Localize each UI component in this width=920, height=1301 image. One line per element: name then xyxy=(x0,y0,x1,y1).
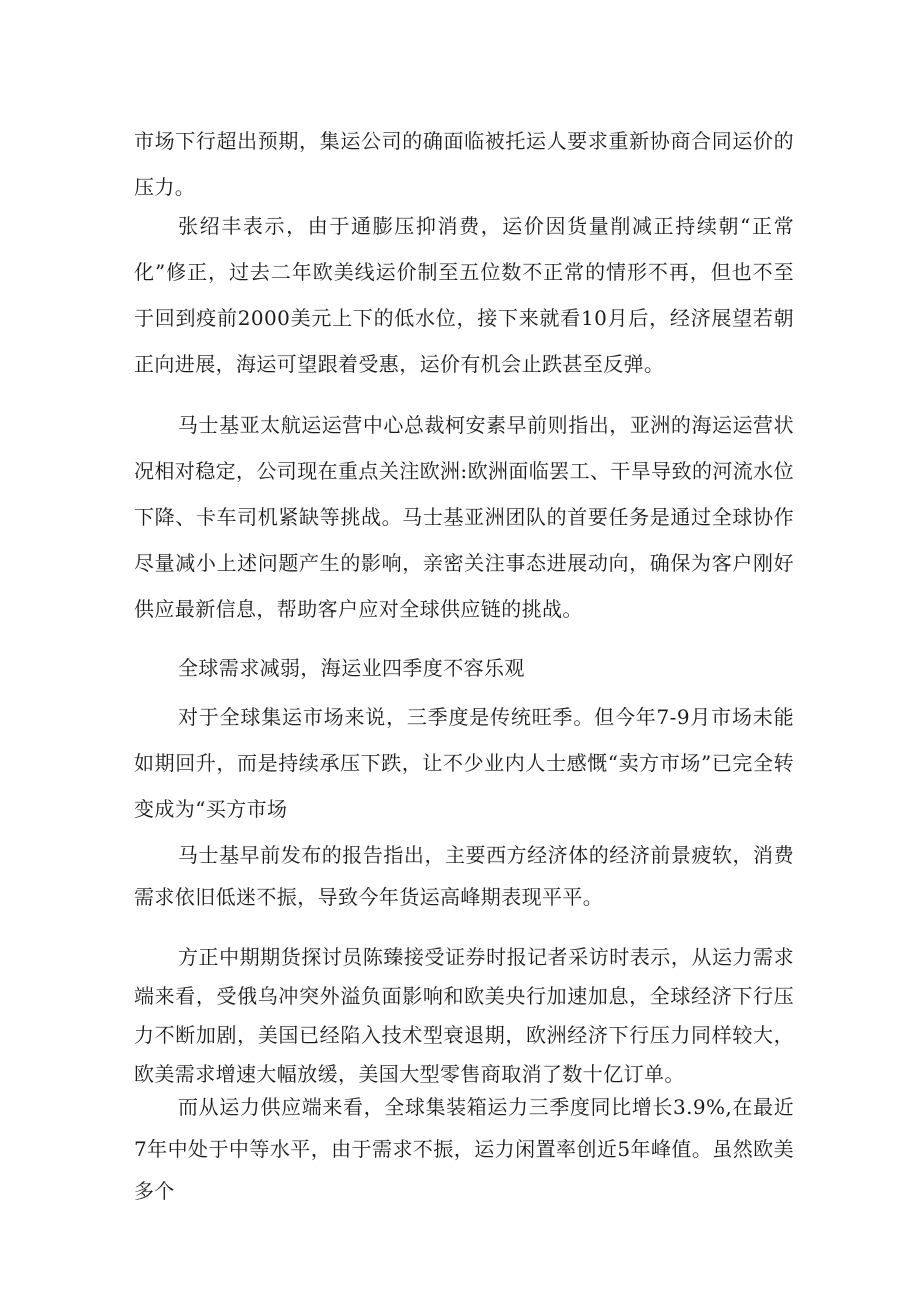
paragraph-6: 方正中期期货探讨员陈臻接受证券时报记者采访时表示，从运力需求端来看，受俄乌冲突外溢负面影响和欧美央行加速加息，全球经济下行压力不断加剧，美国已经陷入技术型衰退期，欧洲经济下行压力同样较大，欧美需求增速大幅放缓，美国大型零售商取消了数十亿订单。 xyxy=(134,945,794,1086)
section-heading: 全球需求减弱，海运业四季度不容乐观 xyxy=(178,656,525,680)
paragraph-5: 马士基早前发布的报告指出，主要西方经济体的经济前景疲软，消费需求依旧低迷不振，导致今年货运高峰期表现平平。 xyxy=(134,843,794,909)
paragraph-7: 而从运力供应端来看，全球集装箱运力三季度同比增长3.9%,在最近7年中处于中等水平，由于需求不振，运力闲置率创近5年峰值。虽然欧美多个 xyxy=(134,1095,794,1203)
paragraph-1: 市场下行超出预期，集运公司的确面临被托运人要求重新协商合同运价的压力。 xyxy=(134,129,794,199)
paragraph-3: 马士基亚太航运运营中心总裁柯安素早前则指出，亚洲的海运运营状况相对稳定，公司现在重点关注欧洲:欧洲面临罢工、干旱导致的河流水位下降、卡车司机紧缺等挑战。马士基亚洲团队的首要任务是通过全球协作尽量减小上述问题产生的影响，亲密关注事态进展动向，确保为客户刚好供应最新信息，帮助客户应对全球供应链的挑战。 xyxy=(134,413,794,621)
paragraph-4: 对于全球集运市场来说，三季度是传统旺季。但今年7-9月市场未能如期回升，而是持续承压下跌，让不少业内人士感慨“卖方市场”已完全转变成为“买方市场 xyxy=(134,705,794,821)
paragraph-2: 张绍丰表示，由于通膨压抑消费，运价因货量削减正持续朝“正常化”修正，过去二年欧美线运价制至五位数不正常的情形不再，但也不至于回到疫前2000美元上下的低水位，接下来就看10月后，经济展望若朝正向进展，海运可望跟着受惠，运价有机会止跌甚至反弹。 xyxy=(134,214,794,376)
